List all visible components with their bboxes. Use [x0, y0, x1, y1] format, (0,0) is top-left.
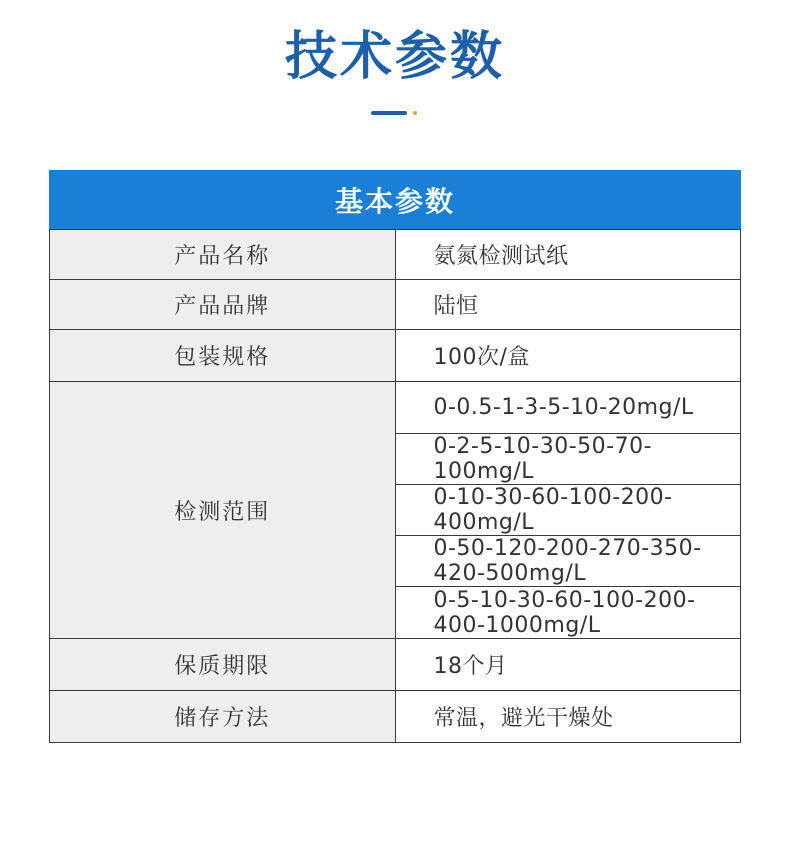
detection-range-value-4: 0-50-120-200-270-350-420-500mg/L — [395, 536, 741, 587]
detection-range-value-2: 0-2-5-10-30-50-70-100mg/L — [395, 434, 741, 485]
table-row-range-1 — [50, 382, 741, 434]
table-row-brand — [50, 280, 741, 330]
table-header-row — [50, 171, 741, 230]
table-row-product-name — [50, 230, 741, 280]
detection-range-label: 检测范围 — [50, 382, 396, 639]
detection-range-value-1: 0-0.5-1-3-5-10-20mg/L — [395, 382, 741, 434]
detection-range-value-5: 0-5-10-30-60-100-200-400-1000mg/L — [395, 587, 741, 639]
title-underline-decoration — [371, 111, 421, 115]
page-title: 技术参数 — [284, 27, 505, 87]
shelf-life-label: 保质期限 — [50, 639, 396, 691]
table-header: 基本参数 — [50, 171, 741, 230]
table-row-shelf-life — [50, 639, 741, 691]
packaging-value: 100次/盒 — [395, 330, 741, 382]
table-row-packaging — [50, 330, 741, 382]
title-underline-bar — [371, 111, 407, 115]
packaging-label: 包装规格 — [50, 330, 396, 382]
product-name-label: 产品名称 — [50, 230, 396, 280]
title-underline-dot — [413, 111, 417, 115]
brand-value: 陆恒 — [395, 280, 741, 330]
table-row-storage — [50, 691, 741, 743]
spec-table — [49, 170, 741, 743]
shelf-life-value: 18个月 — [395, 639, 741, 691]
detection-range-value-3: 0-10-30-60-100-200-400mg/L — [395, 485, 741, 536]
product-name-value: 氨氮检测试纸 — [395, 230, 741, 280]
storage-label: 储存方法 — [50, 691, 396, 743]
brand-label: 产品品牌 — [50, 280, 396, 330]
storage-value: 常温，避光干燥处 — [395, 691, 741, 743]
